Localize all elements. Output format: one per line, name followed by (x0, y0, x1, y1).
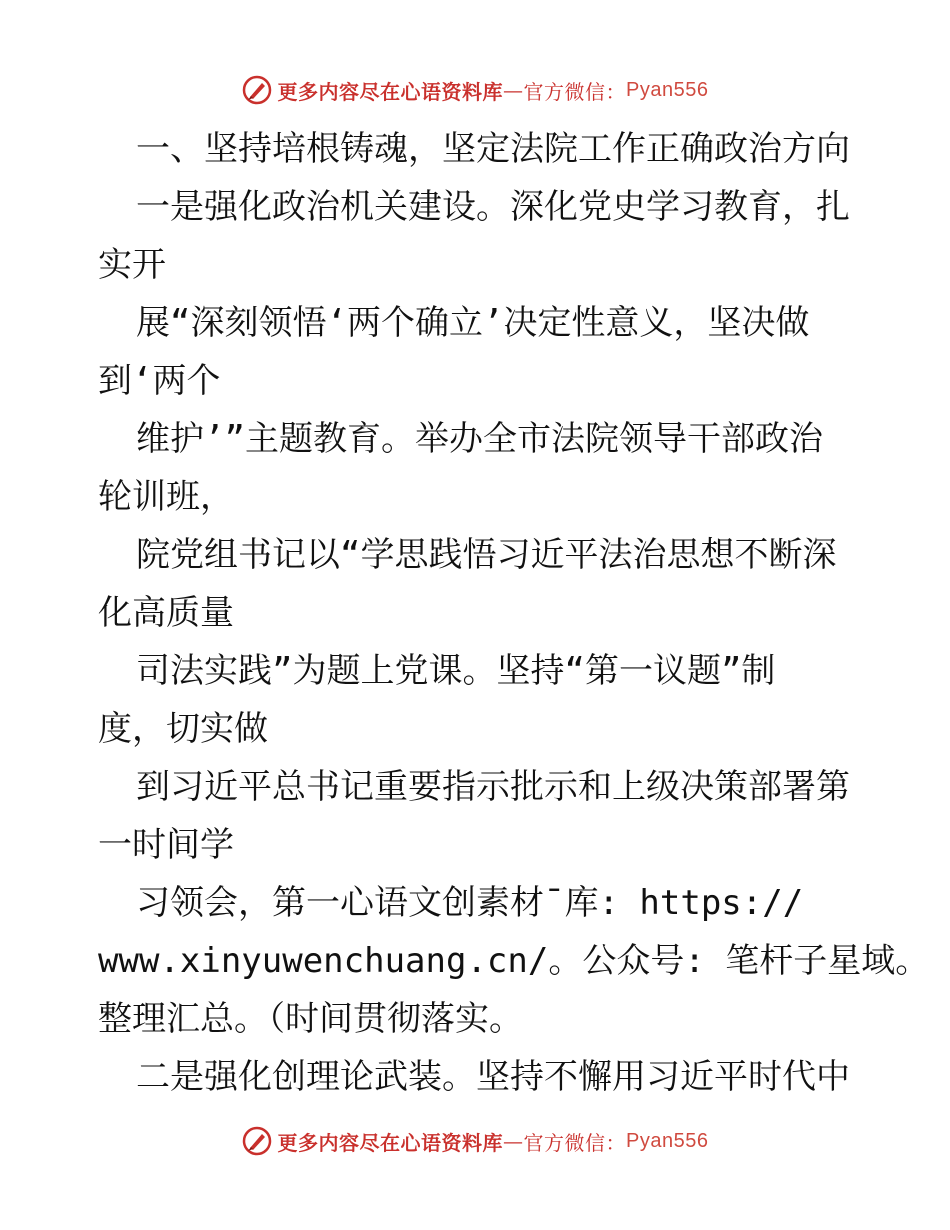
pen-logo-icon (242, 1126, 272, 1156)
text-line: 维护’”主题教育。举办全市法院领导干部政治 (136, 419, 823, 459)
text-line: 化高质量 (98, 593, 234, 633)
text-line: 展“深刻领悟‘两个确立’决定性意义，坚决做 (136, 303, 810, 343)
text-line: 习领会，第一心语文创素材¯库: https:// (136, 883, 804, 923)
document-body (98, 120, 930, 1106)
text-line: 轮训班， (98, 477, 234, 517)
banner-wechat-id: Pyan556 (626, 1129, 709, 1152)
text-line: 院党组书记以“学思践悟习近平法治思想不断深 (136, 535, 837, 575)
text-line: 到习近平总书记重要指示批示和上级决策部署第 (136, 767, 850, 807)
text-line: 一时间学 (98, 825, 234, 865)
text-line: 二是强化创理论武装。坚持不懈用习近平时代中 (136, 1057, 850, 1097)
banner-lead-text: 更多内容尽在心语资料库 (277, 79, 504, 104)
banner-dash: — (503, 1129, 524, 1153)
banner-official-label: 官方微信： (523, 79, 627, 104)
text-line: 度，切实做 (98, 709, 268, 749)
banner-lead-text: 更多内容尽在心语资料库 (277, 1130, 504, 1155)
watermark-banner-top (0, 70, 950, 110)
banner-dash: — (503, 78, 524, 102)
pen-logo-icon (242, 75, 272, 105)
text-line: 一、坚持培根铸魂，坚定法院工作正确政治方向 (136, 129, 850, 169)
banner-official-label: 官方微信： (523, 1130, 627, 1155)
text-line: www.xinyuwenchuang.cn/。公众号: 笔杆子星域。 (98, 941, 930, 981)
text-line: 到‘两个 (98, 361, 221, 401)
text-line: 司法实践”为题上党课。坚持“第一议题”制 (136, 651, 776, 691)
banner-wechat-id: Pyan556 (626, 78, 709, 101)
text-line: 整理汇总。（时间贯彻落实。 (98, 999, 523, 1039)
watermark-banner-bottom (0, 1121, 950, 1161)
text-line: 实开 (98, 245, 166, 285)
text-line: 一是强化政治机关建设。深化党史学习教育，扎 (136, 187, 850, 227)
